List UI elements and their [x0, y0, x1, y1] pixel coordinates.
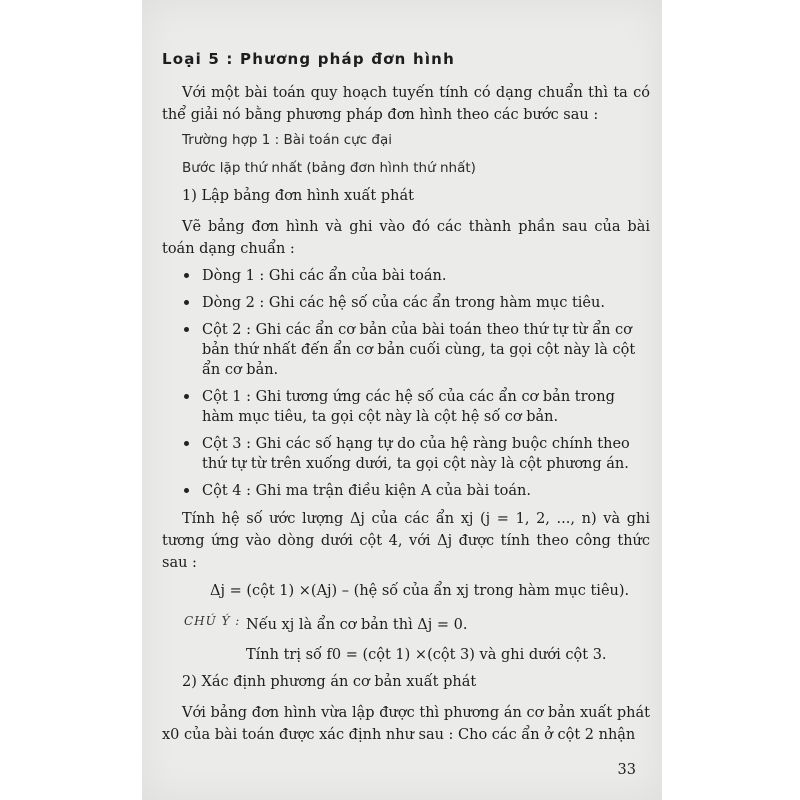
list-item — [162, 434, 650, 474]
list-item-text: Dòng 2 : Ghi các hệ số của các ẩn trong hàm mục tiêu. — [202, 295, 605, 311]
note-label: CHÚ Ý : — [184, 614, 241, 628]
list-item-text: Cột 2 : Ghi các ẩn cơ bản của bài toán theo thứ tự từ ẩn cơ bản thứ nhất đến ẩn cơ bản cuối cùng, ta gọi cột này là cột ẩn cơ bản. — [202, 322, 636, 378]
bullet-icon — [184, 327, 189, 332]
intro-paragraph: Với một bài toán quy hoạch tuyến tính có dạng chuẩn thì ta có thể giải nó bằng phương pháp đơn hình theo các bước sau : — [162, 85, 650, 123]
subsection-1-intro: Vẽ bảng đơn hình và ghi vào đó các thành phần sau của bài toán dạng chuẩn : — [162, 219, 650, 257]
bullet-icon — [184, 488, 189, 493]
list-item — [162, 481, 650, 501]
case-heading: Trường hợp 1 : Bài toán cực đại — [182, 132, 392, 148]
component-list — [162, 266, 650, 501]
delta-formula: Δj = (cột 1) ×(Aj) – (hệ số của ẩn xj trong hàm mục tiêu). — [210, 583, 630, 599]
subsection-1-heading: 1) Lập bảng đơn hình xuất phát — [182, 188, 414, 204]
list-item-text: Cột 1 : Ghi tương ứng các hệ số của các ẩn cơ bản trong hàm mục tiêu, ta gọi cột này là cột hệ số cơ bản. — [202, 389, 615, 425]
subsection-2-heading: 2) Xác định phương án cơ bản xuất phát — [182, 674, 477, 690]
list-item — [162, 320, 650, 380]
subsection-2-paragraph: Với bảng đơn hình vừa lập được thì phương án cơ bản xuất phát x0 của bài toán được xác định như sau : Cho các ẩn ở cột 2 nhận — [162, 705, 650, 743]
page-content — [162, 50, 650, 752]
note-line-1: Nếu xj là ẩn cơ bản thì Δj = 0. — [246, 617, 468, 633]
list-item-text: Cột 3 : Ghi các số hạng tự do của hệ ràng buộc chính theo thứ tự từ trên xuống dưới, ta gọi cột này là cột phương án. — [202, 436, 630, 472]
bullet-icon — [184, 273, 189, 278]
bullet-icon — [184, 300, 189, 305]
book-page — [142, 0, 662, 800]
list-item-text: Dòng 1 : Ghi các ẩn của bài toán. — [202, 268, 447, 284]
note-line-2: Tính trị số f0 = (cột 1) ×(cột 3) và ghi dưới cột 3. — [246, 647, 607, 663]
list-item — [162, 266, 650, 286]
page-number: 33 — [617, 762, 636, 778]
bullet-icon — [184, 394, 189, 399]
note-block — [162, 614, 650, 666]
list-item-text: Cột 4 : Ghi ma trận điều kiện A của bài toán. — [202, 483, 531, 499]
list-item — [162, 293, 650, 313]
section-title: Loại 5 : Phương pháp đơn hình — [162, 50, 455, 68]
list-item — [162, 387, 650, 427]
estimate-paragraph: Tính hệ số ước lượng Δj của các ẩn xj (j = 1, 2, ..., n) và ghi tương ứng vào dòng dưới cột 4, với Δj được tính theo công thức sau : — [162, 511, 650, 571]
step-heading: Bước lặp thứ nhất (bảng đơn hình thứ nhất) — [182, 160, 476, 176]
bullet-icon — [184, 441, 189, 446]
